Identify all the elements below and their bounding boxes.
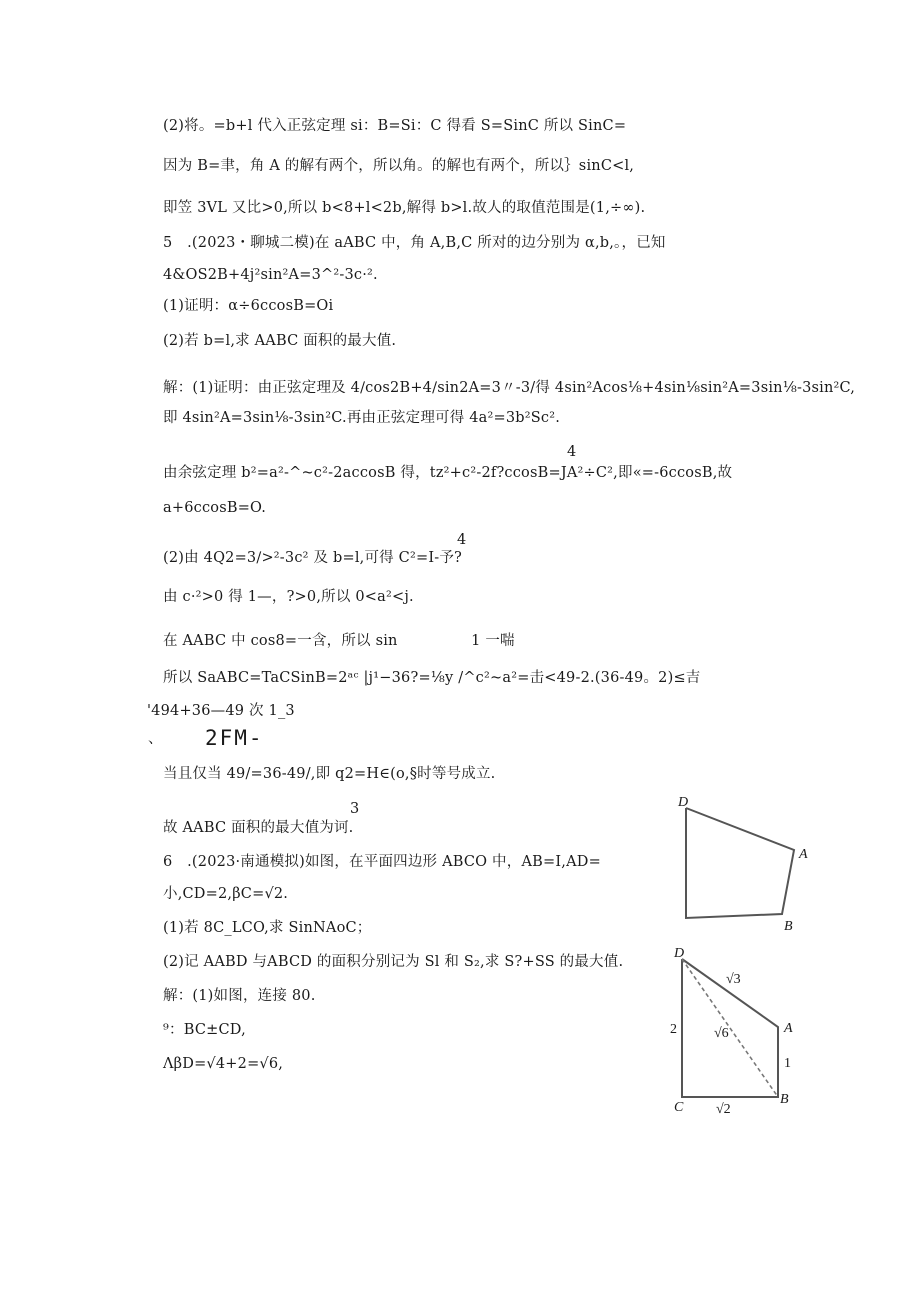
solution-5-conclusion: 故 AABC 面积的最大值为诃. bbox=[163, 820, 354, 836]
side-length-DC: 2 bbox=[670, 1022, 677, 1037]
side-length-CB: √2 bbox=[716, 1102, 731, 1117]
fraction-digit-4a: 4 bbox=[567, 444, 577, 460]
vertex-label-B: B bbox=[784, 919, 793, 934]
text-line-3: 即笠 3VL 又比>0,所以 b<8+l<2b,解得 b>l.故人的取值范围是(1,÷∞). bbox=[163, 200, 646, 216]
vertex-label-D: D bbox=[678, 795, 689, 810]
problem-5-condition: 4&OS2B+4j²sin²A=3^²-3c·². bbox=[163, 267, 378, 283]
problem-6-part-1: (1)若 8C_LCO,求 SinNAoC； bbox=[163, 920, 372, 936]
quadrilateral-figure-2 bbox=[670, 945, 830, 1120]
text-line-2: 因为 B=聿，角 A 的解有两个，所以角。的解也有两个，所以｝sinC<l, bbox=[163, 158, 635, 174]
solution-5-line-1: 解：(1)证明：由正弦定理及 4∕cos2B+4∕sin2A=3〃-3/得 4sin²Acos⅛+4sin⅛sin²A=3sin⅛-3sin²C, bbox=[163, 380, 856, 396]
problem-6-condition: 小,CD=2,βC=√2. bbox=[163, 886, 289, 902]
vertex-label-A: A bbox=[799, 847, 808, 862]
problem-6-heading: 6 .(2023·南通模拟)如图，在平面四边形 ABCO 中，AB=I,AD= bbox=[163, 854, 601, 870]
solution-5-line-7: 在 AABC 中 cos8=一含，所以 sin 1 一喘 bbox=[163, 633, 515, 649]
solution-5-line-4: a+6ccosB=O. bbox=[163, 500, 267, 516]
side-length-AB: 1 bbox=[784, 1056, 791, 1071]
solution-5-line-6: 由 c·²>0 得 1—，?>0,所以 0<a²<j. bbox=[163, 589, 414, 605]
fraction-digit-3: 3 bbox=[350, 801, 360, 817]
quadrilateral-outline bbox=[686, 808, 794, 918]
problem-5-heading: 5 .(2023・聊城二模)在 aABC 中，角 A,B,C 所对的边分别为 α,b,。，已知 bbox=[163, 235, 666, 251]
fraction-digit-4b: 4 bbox=[457, 532, 467, 548]
problem-5-part-2: (2)若 b=l,求 AABC 面积的最大值. bbox=[163, 333, 397, 349]
solution-5-line-3: 由余弦定理 b²=a²-^~c²-2accosB 得，tz²+c²-2f?ccosB=JA²÷C²,即«=-6ccosB,故 bbox=[163, 465, 733, 481]
vertex-label-B2: B bbox=[780, 1092, 789, 1107]
garbled-formula-mark: 2FM- bbox=[205, 726, 264, 750]
solution-6-line-3: ΛβD=√4+2=√6, bbox=[163, 1056, 284, 1072]
solution-5-line-2: 即 4sin²A=3sin⅛-3sin²C.再由正弦定理可得 4a²=3b²Sc². bbox=[163, 410, 561, 426]
stray-comma: 、 bbox=[148, 731, 163, 747]
solution-5-line-8: 所以 SaABC=TaCSinB=2ᵃᶜ |j¹−36?=⅛y /^c²~a²=击<49-2.(36-49。2)≤吉 bbox=[163, 670, 701, 686]
solution-6-line-1: 解：(1)如图，连接 80. bbox=[163, 988, 316, 1004]
vertex-label-A2: A bbox=[784, 1021, 793, 1036]
solution-5-line-9: '494+36—49 次 1_3 bbox=[147, 703, 295, 719]
side-length-DA: √3 bbox=[726, 972, 741, 987]
text-line-1: (2)将。=b+l 代入正弦定理 si：B=Si：C 得看 S=SinC 所以 SinC= bbox=[163, 118, 627, 134]
solution-5-line-5: (2)由 4Q2=3∕>²-3c² 及 b=l,可得 C²=I-予? bbox=[163, 550, 463, 566]
vertex-label-D2: D bbox=[674, 946, 685, 961]
diagonal-length-DB: √6 bbox=[714, 1026, 729, 1041]
quadrilateral-figure-1 bbox=[670, 790, 820, 940]
vertex-label-C2: C bbox=[674, 1100, 684, 1115]
solution-6-line-2: ⁹：BC±CD, bbox=[163, 1022, 246, 1038]
problem-5-part-1: (1)证明：α÷6ccosB=Oi bbox=[163, 298, 334, 314]
solution-5-line-10: 当且仅当 49/=36-49/,即 q2=H∈(o,§时等号成立. bbox=[163, 766, 496, 782]
problem-6-part-2: (2)记 AABD 与ABCD 的面积分别记为 Sl 和 S₂,求 S?+SS 的最大值. bbox=[163, 954, 624, 970]
